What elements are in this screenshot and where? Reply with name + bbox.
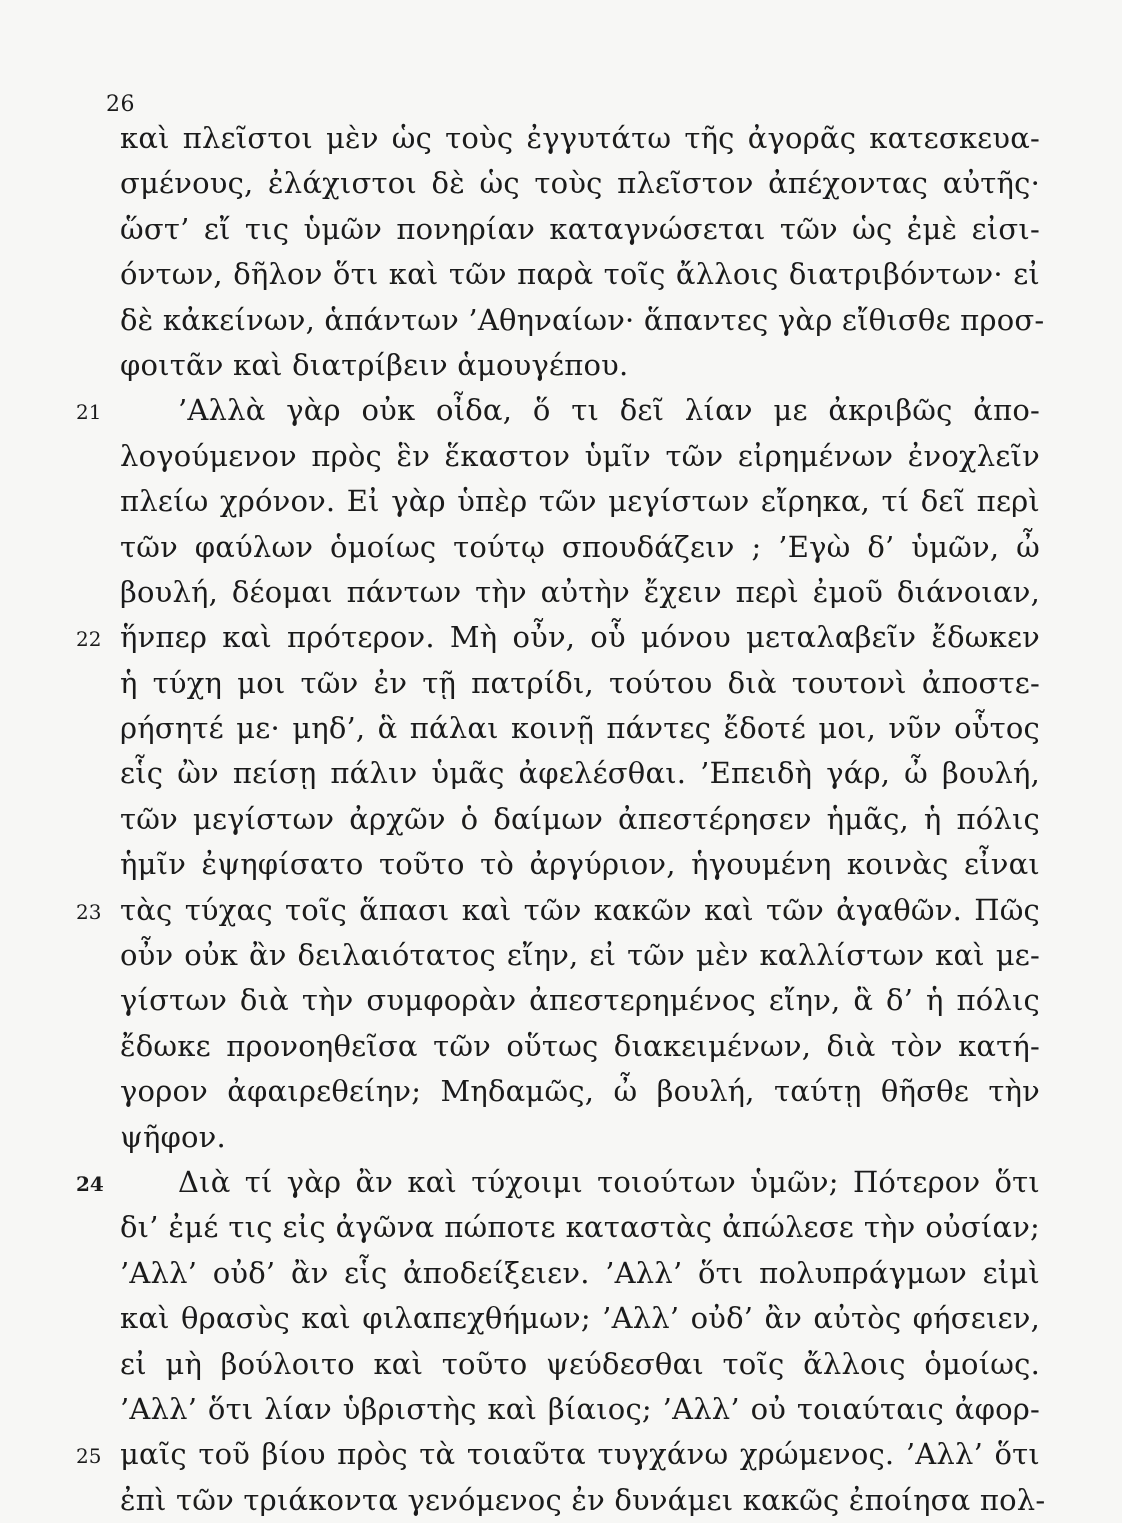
line-text: φοιτᾶν καὶ διατρίβειν ἁμουγέπου. [120, 347, 629, 382]
text-line [0, 888, 1122, 933]
text-line [0, 525, 1122, 570]
line-text: μαῖς τοῦ βίου πρὸς τὰ τοιαῦτα τυγχάνω χρώμενος. ’Αλλ’ ὅτι [120, 1437, 1040, 1472]
text-line [0, 706, 1122, 751]
paragraph-number-22: 22 [76, 627, 102, 652]
line-text: καὶ πλεῖστοι μὲν ὡς τοὺς ἐγγυτάτω τῆς ἀγορᾶς κατεσκευα- [120, 121, 1040, 155]
line-text: σμένους, ἐλάχιστοι δὲ ὡς τοὺς πλεῖστον ἀπέχοντας αὐτῆς· [120, 166, 1040, 201]
line-text: τῶν μεγίστων ἀρχῶν ὁ δαίμων ἀπεστέρησεν ἡμᾶς, ἡ πόλις [120, 801, 1040, 836]
line-text: όντων, δῆλον ὅτι καὶ τῶν παρὰ τοῖς ἄλλοις διατριβόντων· εἰ [120, 257, 1040, 292]
line-text: ψῆφον. [120, 1119, 226, 1154]
line-text: γορον ἀφαιρεθείην; Μηδαμῶς, ὦ βουλή, ταύτῃ θῆσθε τὴν [120, 1074, 1040, 1109]
text-line [0, 842, 1122, 887]
line-text: οὖν οὐκ ἂν δειλαιότατος εἴην, εἰ τῶν μὲν καλλίστων καὶ με- [120, 938, 1040, 973]
text-line [0, 978, 1122, 1023]
line-text: ’Αλλὰ γὰρ οὐκ οἶδα, ὅ τι δεῖ λίαν με ἀκριβῶς ἀπο- [178, 393, 1040, 428]
page-number: 26 [106, 92, 135, 117]
line-text: καὶ θρασὺς καὶ φιλαπεχθήμων; ’Αλλ’ οὐδ’ ἂν αὐτὸς φήσειεν, [120, 1301, 1040, 1336]
text-line [0, 161, 1122, 206]
line-text: ὥστ’ εἴ τις ὑμῶν πονηρίαν καταγνώσεται τῶν ὡς ἐμὲ εἰσι- [120, 211, 1040, 246]
line-text: ἡμῖν ἐψηφίσατο τοῦτο τὸ ἀργύριον, ἡγουμένη κοινὰς εἶναι [120, 847, 1040, 882]
text-line [0, 570, 1122, 615]
speech-text [0, 116, 1122, 1523]
line-text: γίστων διὰ τὴν συμφορὰν ἀπεστερημένος εἴην, ἃ δ’ ἡ πόλις [120, 983, 1040, 1018]
text-line [0, 298, 1122, 343]
text-line [0, 1432, 1122, 1477]
line-text: ἔδωκε προνοηθεῖσα τῶν οὕτως διακειμένων, διὰ τὸν κατή- [120, 1028, 1040, 1063]
text-line [0, 1069, 1122, 1114]
text-line [0, 207, 1122, 252]
text-line [0, 479, 1122, 524]
line-text: δι’ ἐμέ τις εἰς ἀγῶνα πώποτε καταστὰς ἀπώλεσε τὴν οὐσίαν; [120, 1210, 1040, 1245]
text-line [0, 1342, 1122, 1387]
line-text: εἷς ὢν πείσῃ πάλιν ὑμᾶς ἀφελέσθαι. ’Επειδὴ γάρ, ὦ βουλή, [120, 756, 1040, 791]
text-line [0, 252, 1122, 297]
line-text: ἥνπερ καὶ πρότερον. Μὴ οὖν, οὗ μόνου μεταλαβεῖν ἔδωκεν [120, 620, 1040, 655]
paragraph-number-24: 24 [76, 1171, 104, 1196]
text-line [0, 116, 1122, 161]
line-text: λογούμενον πρὸς ἓν ἕκαστον ὑμῖν τῶν εἰρημένων ἐνοχλεῖν [120, 438, 1040, 473]
text-line [0, 343, 1122, 388]
paragraph-number-21: 21 [76, 400, 102, 425]
paragraph-number-23: 23 [76, 899, 102, 924]
text-line [0, 1387, 1122, 1432]
text-line [0, 797, 1122, 842]
text-line [0, 1251, 1122, 1296]
line-text: βουλή, δέομαι πάντων τὴν αὐτὴν ἔχειν περὶ ἐμοῦ διάνοιαν, [120, 574, 1040, 609]
line-text: Διὰ τί γὰρ ἂν καὶ τύχοιμι τοιούτων ὑμῶν; Πότερον ὅτι [178, 1164, 1040, 1199]
paragraph-number-25: 25 [76, 1444, 102, 1469]
text-line [0, 1205, 1122, 1250]
text-line [0, 751, 1122, 796]
line-text: τῶν φαύλων ὁμοίως τούτῳ σπουδάζειν ; ’Εγὼ δ’ ὑμῶν, ὦ [120, 529, 1040, 564]
text-line [0, 1024, 1122, 1069]
text-line [0, 434, 1122, 479]
text-line [0, 933, 1122, 978]
line-text: ἐπὶ τῶν τριάκοντα γενόμενος ἐν δυνάμει κακῶς ἐποίησα πολ- [120, 1482, 1046, 1517]
line-text: ἡ τύχη μοι τῶν ἐν τῇ πατρίδι, τούτου διὰ τουτονὶ ἀποστε- [120, 665, 1040, 700]
text-line [0, 615, 1122, 660]
line-text: ’Αλλ’ οὐδ’ ἂν εἷς ἀποδείξειεν. ’Αλλ’ ὅτι πολυπράγμων εἰμὶ [120, 1255, 1040, 1290]
line-text: δὲ κἀκείνων, ἁπάντων ’Αθηναίων· ἅπαντες γὰρ εἴθισθε προσ- [120, 302, 1045, 337]
line-text: τὰς τύχας τοῖς ἅπασι καὶ τῶν κακῶν καὶ τῶν ἀγαθῶν. Πῶς [120, 892, 1040, 927]
text-line [0, 661, 1122, 706]
text-line [0, 1115, 1122, 1160]
text-line [0, 1478, 1122, 1523]
line-text: εἰ μὴ βούλοιτο καὶ τοῦτο ψεύδεσθαι τοῖς ἄλλοις ὁμοίως. [120, 1346, 1040, 1381]
line-text: ρήσητέ με· μηδ’, ἃ πάλαι κοινῇ πάντες ἔδοτέ μοι, νῦν οὗτος [120, 711, 1040, 746]
text-line [0, 388, 1122, 433]
line-text: ’Αλλ’ ὅτι λίαν ὑβριστὴς καὶ βίαιος; ’Αλλ’ οὐ τοιαύταις ἀφορ- [120, 1391, 1040, 1426]
text-line [0, 1160, 1122, 1205]
text-line [0, 1296, 1122, 1341]
line-text: πλείω χρόνον. Εἰ γὰρ ὑπὲρ τῶν μεγίστων εἴρηκα, τί δεῖ περὶ [120, 484, 1040, 519]
